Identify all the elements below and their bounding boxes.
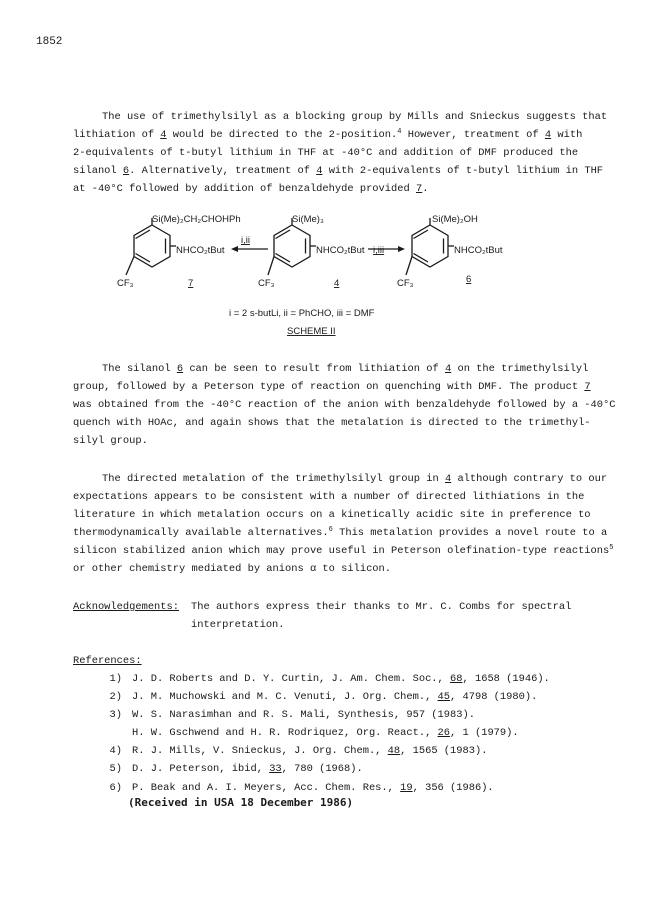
reference-item (73, 706, 475, 724)
reference-item (73, 724, 519, 742)
paragraph-metalation (73, 470, 613, 578)
text-line: group, followed by a Peterson type of reaction on quenching with DMF. The product 7 (73, 381, 591, 393)
compound-7-cf3-label: CF₃ (117, 278, 134, 289)
reference-volume: 26 (437, 727, 451, 740)
reference-pages: , 356 (1986). (412, 781, 494, 794)
compound-4-cf3-label: CF₃ (258, 278, 275, 289)
reference-pages: , 1 (1979). (450, 727, 519, 740)
compound-7-amide-label: NHCO₂tBut (176, 245, 225, 256)
compound-6-number: 6 (466, 274, 472, 285)
text-line: The silanol 6 can be seen to result from lithiation of 4 on the trimethylsilyl (102, 363, 589, 375)
compound-ref: 4 (160, 129, 167, 141)
reference-volume: 45 (437, 691, 451, 704)
citation: 5 (609, 544, 614, 552)
reference-text (132, 706, 475, 724)
reference-text (132, 724, 519, 742)
received-date: (Received in USA 18 December 1986) (128, 796, 354, 809)
text-line: The use of trimethylsilyl as a blocking group by Mills and Snieckus suggests that (102, 111, 608, 123)
compound-ref: 6 (176, 363, 184, 375)
text-line: interpretation. (191, 619, 285, 631)
compound-4-silyl-label: Si(Me)₃ (292, 214, 324, 225)
text-line: The directed metalation of the trimethylsilyl group in 4 although contrary to our (102, 473, 608, 485)
text-line: silicon stabilized anion which may prove useful in Peterson olefination-type reactions$^5$ (73, 544, 614, 557)
references-heading: References: (73, 655, 142, 667)
arrow-right-conditions: i,iii (373, 245, 385, 256)
reference-pages: , 780 (1968). (281, 763, 363, 776)
reference-text (132, 779, 494, 797)
compound-ref: 7 (584, 381, 591, 393)
reference-body: J. D. Roberts and D. Y. Curtin, J. Am. Chem. Soc., (132, 673, 451, 685)
reference-text (132, 742, 487, 760)
arrowhead-left (231, 246, 238, 252)
reference-body: J. M. Muchowski and M. C. Venuti, J. Org. Chem., (132, 691, 438, 704)
text-line: quench with HOAc, and again shows that the metalation is directed to the trimethyl- (73, 417, 591, 429)
reference-item (73, 742, 488, 760)
citation: 6 (328, 526, 333, 534)
arrowhead-right (398, 246, 405, 252)
reference-number: 4) (109, 745, 122, 758)
compound-ref: 4 (316, 165, 323, 177)
text-line: expectations appears to be consistent with a number of directed lithiations in the (73, 491, 585, 503)
reference-number: 1) (109, 673, 122, 685)
text-line: thermodynamically available alternatives.$^6$ This metalation provides a novel route to a (73, 526, 608, 539)
reference-item (73, 688, 538, 706)
compound-6-cf3-label: CF₃ (397, 278, 414, 289)
reference-body: W. S. Narasimhan and R. S. Mali, Synthesis, 957 (1983). (132, 709, 475, 722)
reference-text (132, 760, 363, 778)
reference-volume: 68 (450, 673, 463, 685)
reference-item (73, 670, 550, 688)
text-line: literature in which metalation occurs on a kinetically acidic site in preference to (73, 509, 591, 521)
page-number: 1852 (36, 36, 63, 48)
benzene-ring-6 (406, 218, 454, 275)
reference-volume: 19 (400, 781, 413, 794)
reference-number: 5) (109, 763, 122, 776)
reference-pages: , 1658 (1946). (462, 673, 550, 685)
reference-pages: , 4798 (1980). (450, 691, 538, 704)
scheme-ii-figure (0, 0, 672, 340)
arrow-left-conditions: i,ii (241, 235, 250, 246)
reference-number: 3) (109, 709, 122, 722)
reference-volume: 33 (269, 763, 282, 776)
reference-body: R. J. Mills, V. Snieckus, J. Org. Chem., (132, 745, 388, 758)
text-line: silyl group. (73, 435, 148, 447)
reference-number: 2) (109, 691, 122, 704)
compound-ref: 4 (444, 473, 452, 485)
reference-body: H. W. Gschwend and H. R. Rodriquez, Org. React., (132, 727, 438, 740)
text-line: 2-equivalents of t-butyl lithium in THF at -40°C and addition of DMF produced the (73, 147, 579, 159)
benzene-ring-4 (268, 218, 316, 275)
citation: 4 (397, 128, 402, 136)
reference-item (73, 760, 363, 778)
reference-item (73, 779, 494, 797)
text-line: The authors express their thanks to Mr. C. Combs for spectral (191, 601, 572, 613)
acknowledgements-text (191, 598, 571, 634)
compound-ref: 4 (544, 129, 552, 141)
compound-6-amide-label: NHCO₂tBut (454, 245, 503, 256)
reference-text (132, 688, 537, 706)
text-line: at -40°C followed by addition of benzaldehyde provided 7. (73, 183, 429, 195)
reference-number: 6) (109, 781, 122, 794)
benzene-ring-7 (126, 218, 176, 275)
compound-ref: 6 (122, 165, 130, 177)
reference-pages: , 1565 (1983). (400, 745, 488, 758)
scheme-reagents: i = 2 s-butLi, ii = PhCHO, iii = DMF (229, 308, 375, 319)
text-line: or other chemistry mediated by anions α to silicon. (73, 563, 392, 575)
references (73, 652, 550, 797)
scheme-title: SCHEME II (287, 326, 336, 337)
reference-list (73, 670, 550, 797)
compound-4-number: 4 (334, 278, 340, 289)
reference-volume: 48 (387, 745, 401, 758)
compound-7-silyl-label: Si(Me)₂CH₂CHOHPh (152, 214, 241, 225)
reference-body: D. J. Peterson, ibid, (132, 763, 270, 776)
reference-body: P. Beak and A. I. Meyers, Acc. Chem. Res., (132, 781, 401, 794)
compound-ref: 7 (415, 183, 423, 195)
compound-ref: 4 (444, 363, 452, 375)
paragraph-silanol (73, 360, 616, 450)
reference-text (132, 670, 550, 688)
text-line: was obtained from the -40°C reaction of the anion with benzaldehyde followed by a -40°C (73, 399, 616, 411)
compound-4-amide-label: NHCO₂tBut (316, 245, 365, 256)
acknowledgements-heading: Acknowledgements: (73, 601, 180, 613)
compound-7-number: 7 (188, 278, 194, 289)
text-line: lithiation of 4 would be directed to the 2-position.$^4$ However, treatment of 4 with (73, 128, 583, 141)
text-line: silanol 6. Alternatively, treatment of 4 with 2-equivalents of t-butyl lithium in THF (73, 165, 604, 177)
compound-6-silyl-label: Si(Me)₂OH (432, 214, 478, 225)
